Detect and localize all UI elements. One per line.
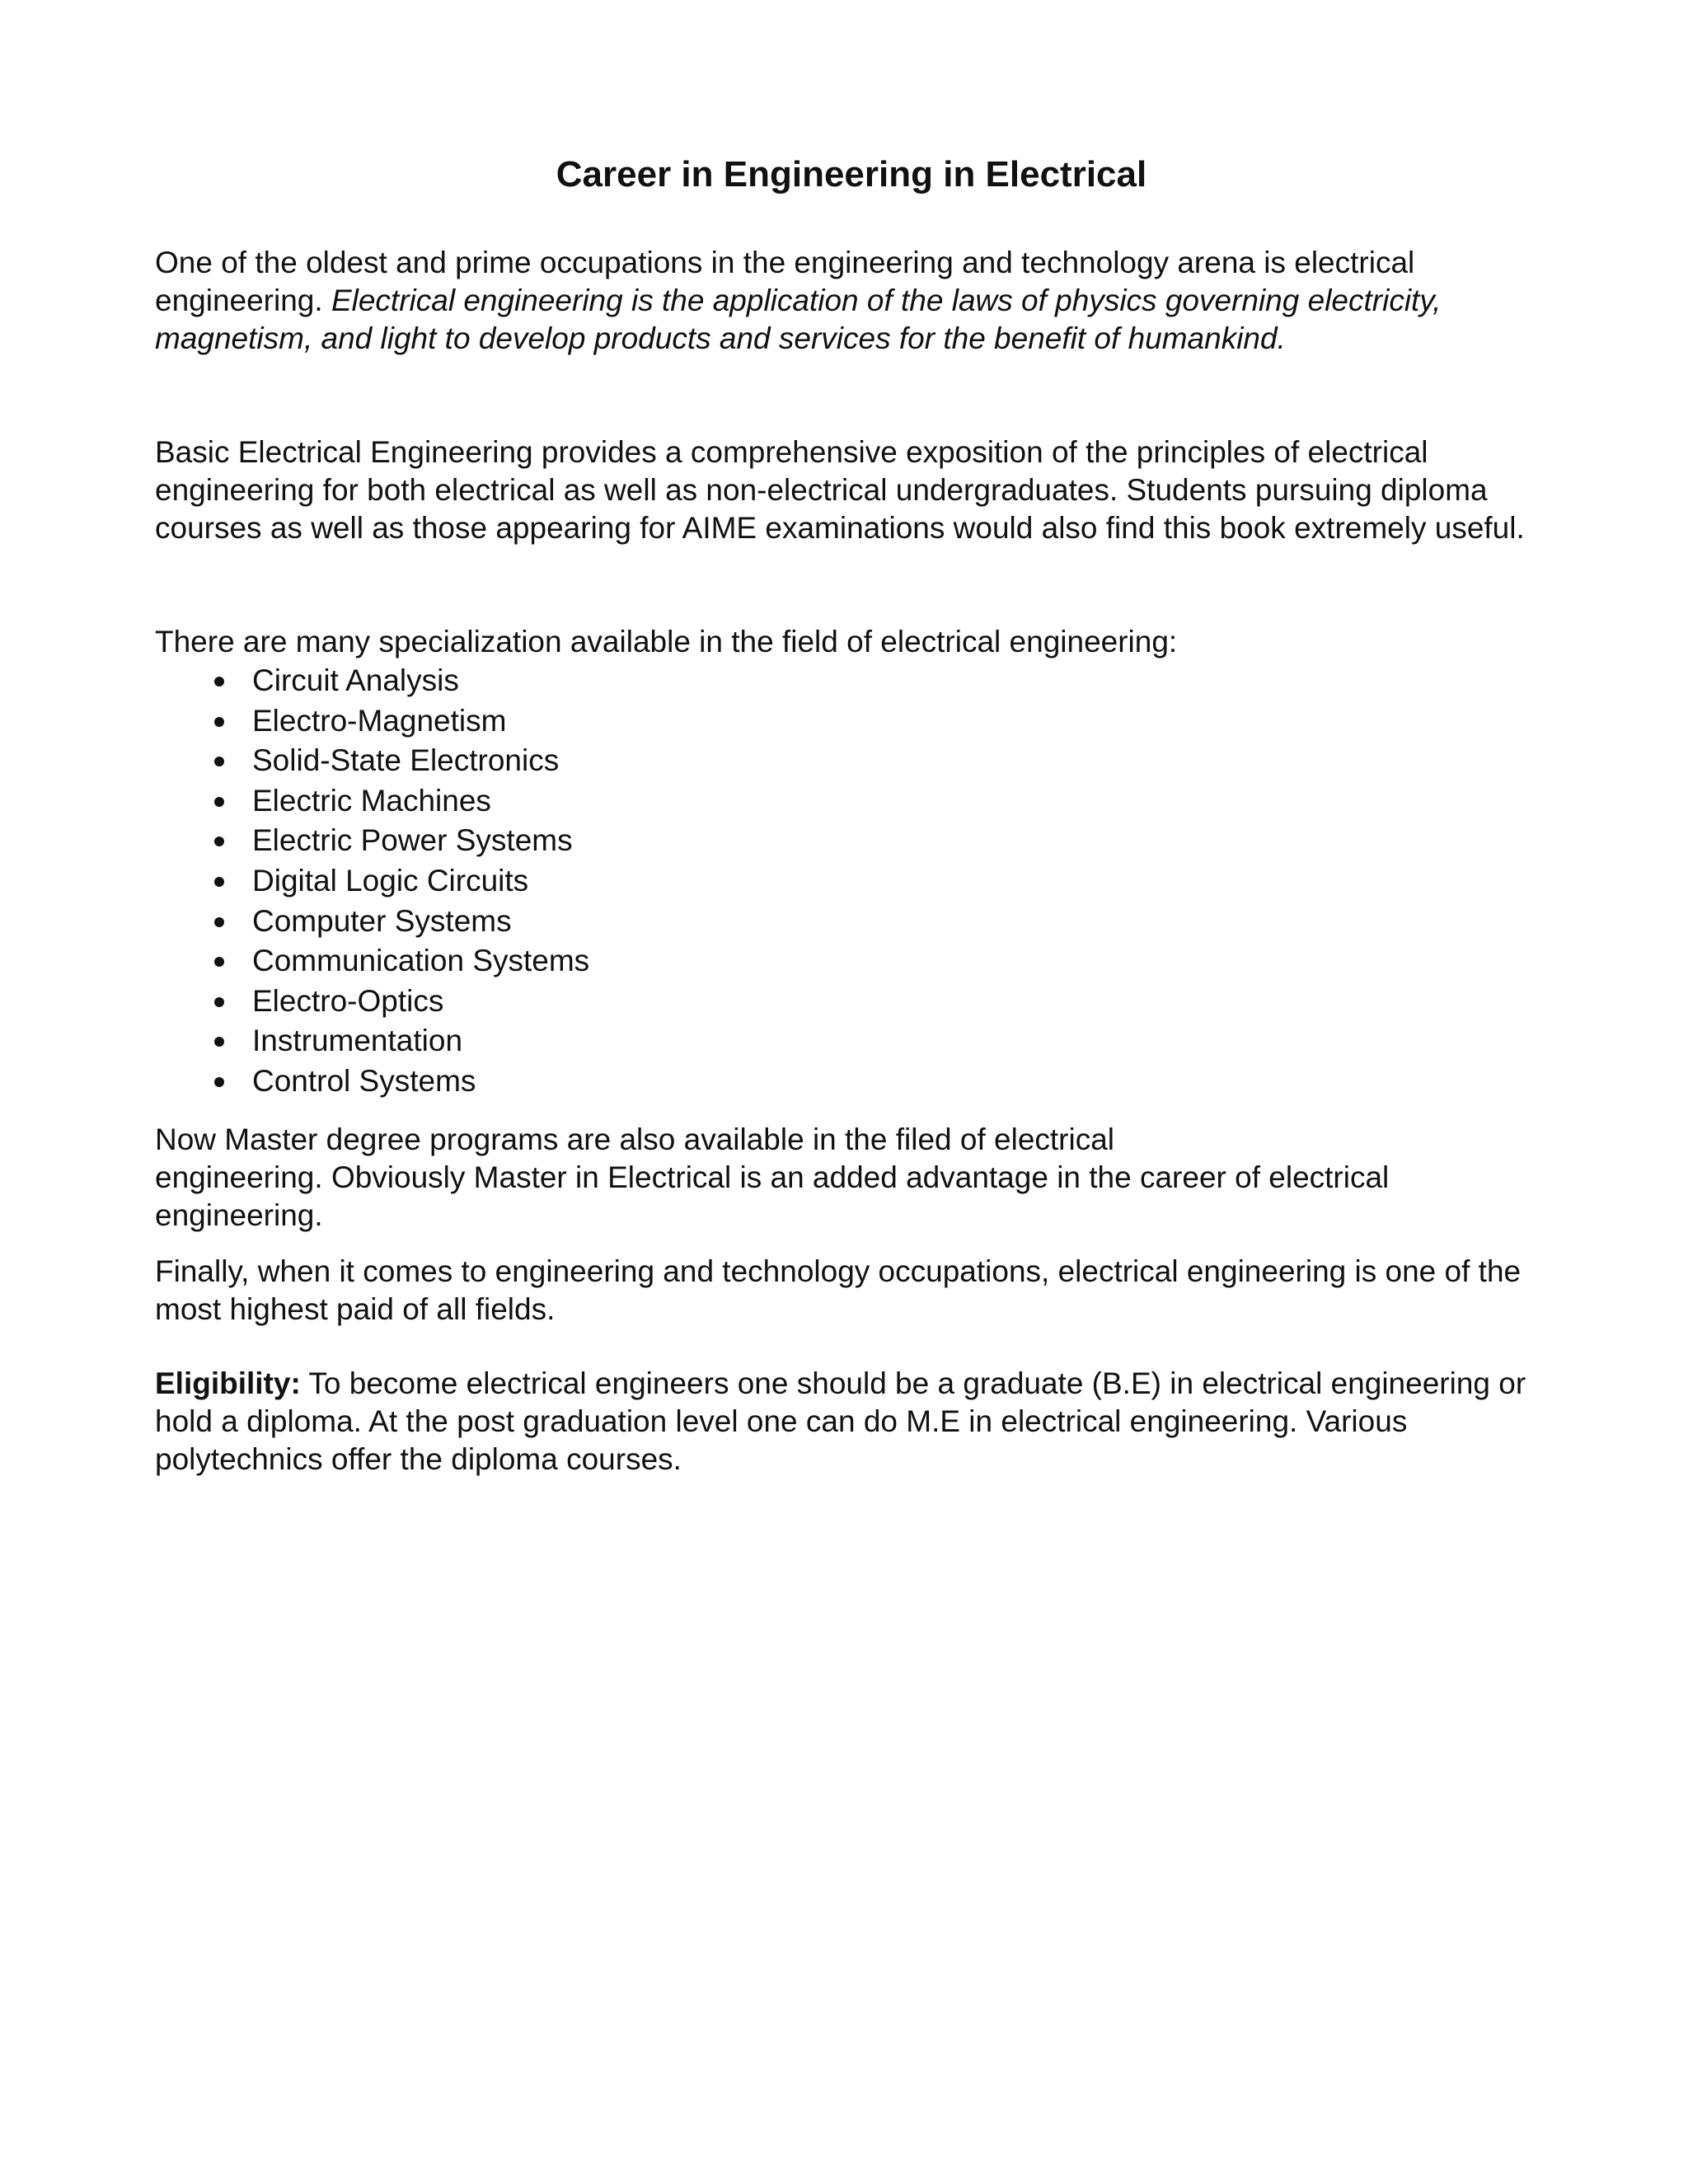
list-item	[252, 1062, 589, 1102]
eligibility-label: Eligibility:	[155, 1366, 301, 1400]
list-item-text: Electric Power Systems	[252, 823, 573, 858]
bullet-icon	[214, 677, 224, 687]
list-item-text: Electric Machines	[252, 783, 491, 818]
list-item	[252, 661, 589, 701]
list-item	[252, 781, 589, 822]
list-item-text: Solid-State Electronics	[252, 743, 560, 778]
list-item	[252, 861, 589, 902]
list-item	[252, 902, 589, 942]
list-item	[252, 982, 589, 1022]
intro-paragraph	[155, 244, 1548, 358]
bullet-icon	[214, 917, 224, 927]
eligibility-paragraph	[155, 1365, 1548, 1479]
master-line-2: engineering. Obviously Master in Electrical is an added advantage in the career of electrical engineering.	[155, 1160, 1390, 1232]
list-item-text: Digital Logic Circuits	[252, 863, 529, 898]
list-item-text: Communication Systems	[252, 944, 590, 978]
finally-paragraph: Finally, when it comes to engineering and technology occupations, electrical engineering is one of the most highest paid of all fields.	[155, 1254, 1522, 1326]
specializations-intro: There are many specialization available in the field of electrical engineering:	[155, 625, 1178, 658]
bullet-icon	[214, 717, 224, 727]
list-item-text: Control Systems	[252, 1063, 476, 1098]
list-item	[252, 821, 589, 861]
master-line-1: Now Master degree programs are also available in the filed of electrical	[155, 1122, 1115, 1156]
bullet-icon	[214, 997, 224, 1007]
list-item	[252, 741, 589, 781]
eligibility-text: To become electrical engineers one should be a graduate (B.E) in electrical engineering or hold a diploma. At the post graduation level one can do M.E in electrical engineering. Various polytechnics offer the diploma courses.	[155, 1366, 1526, 1476]
bullet-icon	[214, 957, 224, 967]
list-item-text: Electro-Optics	[252, 983, 444, 1018]
list-item	[252, 941, 589, 982]
bullet-icon	[214, 797, 224, 807]
basic-electrical-paragraph: Basic Electrical Engineering provides a comprehensive exposition of the principles of electrical engineering for both electrical as well as non-electrical undergraduates. Students pursuing diploma courses as well as those appearing for AIME examinations would also find this book extremely useful.	[155, 435, 1525, 545]
list-item-text: Computer Systems	[252, 903, 512, 938]
list-item-text: Circuit Analysis	[252, 663, 459, 697]
specializations-list	[252, 661, 589, 1102]
list-item	[252, 1021, 589, 1062]
bullet-icon	[214, 757, 224, 766]
bullet-icon	[214, 877, 224, 887]
list-item-text: Instrumentation	[252, 1024, 463, 1058]
master-degree-paragraph	[155, 1121, 1548, 1235]
list-item	[252, 701, 589, 742]
page-title: Career in Engineering in Electrical	[556, 154, 1147, 194]
intro-text: One of the oldest and prime occupations in the engineering and technology arena is electrical engineering.	[155, 246, 1415, 317]
bullet-icon	[214, 1077, 224, 1087]
list-item-text: Electro-Magnetism	[252, 703, 507, 738]
bullet-icon	[214, 837, 224, 846]
bullet-icon	[214, 1037, 224, 1047]
intro-definition: Electrical engineering is the application of the laws of physics governing electricity, magnetism, and light to develop products and services for the benefit of humankind.	[155, 284, 1442, 355]
